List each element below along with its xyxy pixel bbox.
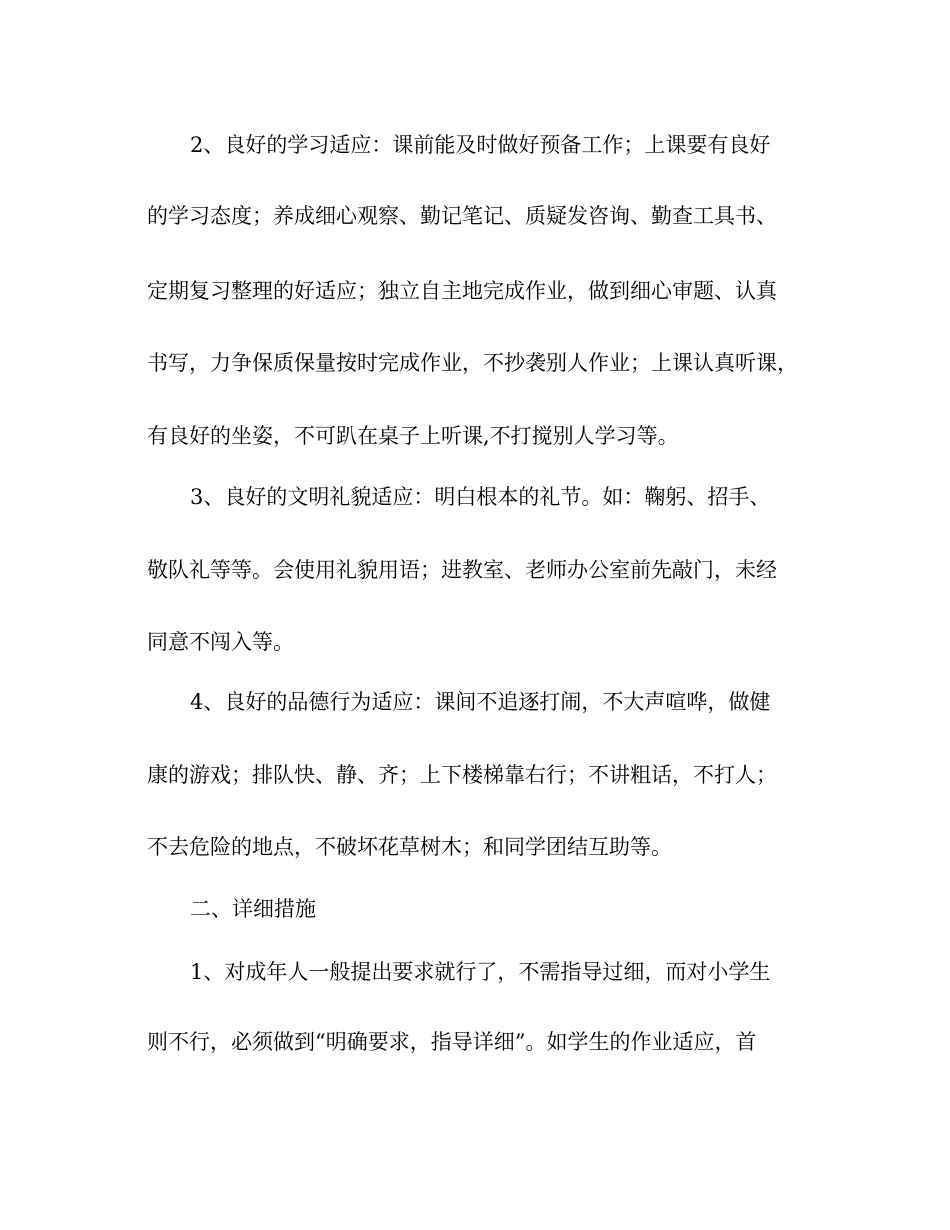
paragraph-5-line-1: 1、对成年人一般提出要求就行了，不需指导过细，而对小学生 — [190, 960, 771, 984]
paragraph-1-line-5: 有良好的坐姿，不可趴在桌子上听课,不打搅别人学习等。 — [147, 424, 679, 448]
paragraph-3-line-1: 4、良好的品德行为适应：课间不追逐打闹，不大声喧哗，做健 — [190, 690, 771, 714]
paragraph-2-line-2: 敬队礼等等。会使用礼貌用语；进教室、老师办公室前先敲门，未经 — [147, 558, 777, 582]
paragraph-1-line-4: 书写，力争保质保量按时完成作业，不抄袭别人作业；上课认真听课， — [147, 351, 798, 375]
paragraph-3-line-3: 不去危险的地点，不破坏花草树木；和同学团结互助等。 — [147, 835, 672, 859]
paragraph-2-line-1: 3、良好的文明礼貌适应：明白根本的礼节。如：鞠躬、招手、 — [190, 485, 771, 509]
paragraph-3-line-2: 康的游戏；排队快、静、齐；上下楼梯靠右行；不讲粗话，不打人； — [147, 763, 777, 787]
section-heading: 二、详细措施 — [190, 897, 316, 921]
paragraph-1-line-1: 2、良好的学习适应：课前能及时做好预备工作；上课要有良好 — [190, 133, 771, 157]
paragraph-1-line-3: 定期复习整理的好适应；独立自主地完成作业，做到细心审题、认真 — [147, 279, 777, 303]
paragraph-1-line-2: 的学习态度；养成细心观察、勤记笔记、质疑发咨询、勤查工具书、 — [147, 204, 777, 228]
paragraph-5-line-2: 则不行，必须做到“明确要求，指导详细”。如学生的作业适应，首 — [147, 1030, 757, 1054]
paragraph-2-line-3: 同意不闯入等。 — [147, 630, 294, 654]
